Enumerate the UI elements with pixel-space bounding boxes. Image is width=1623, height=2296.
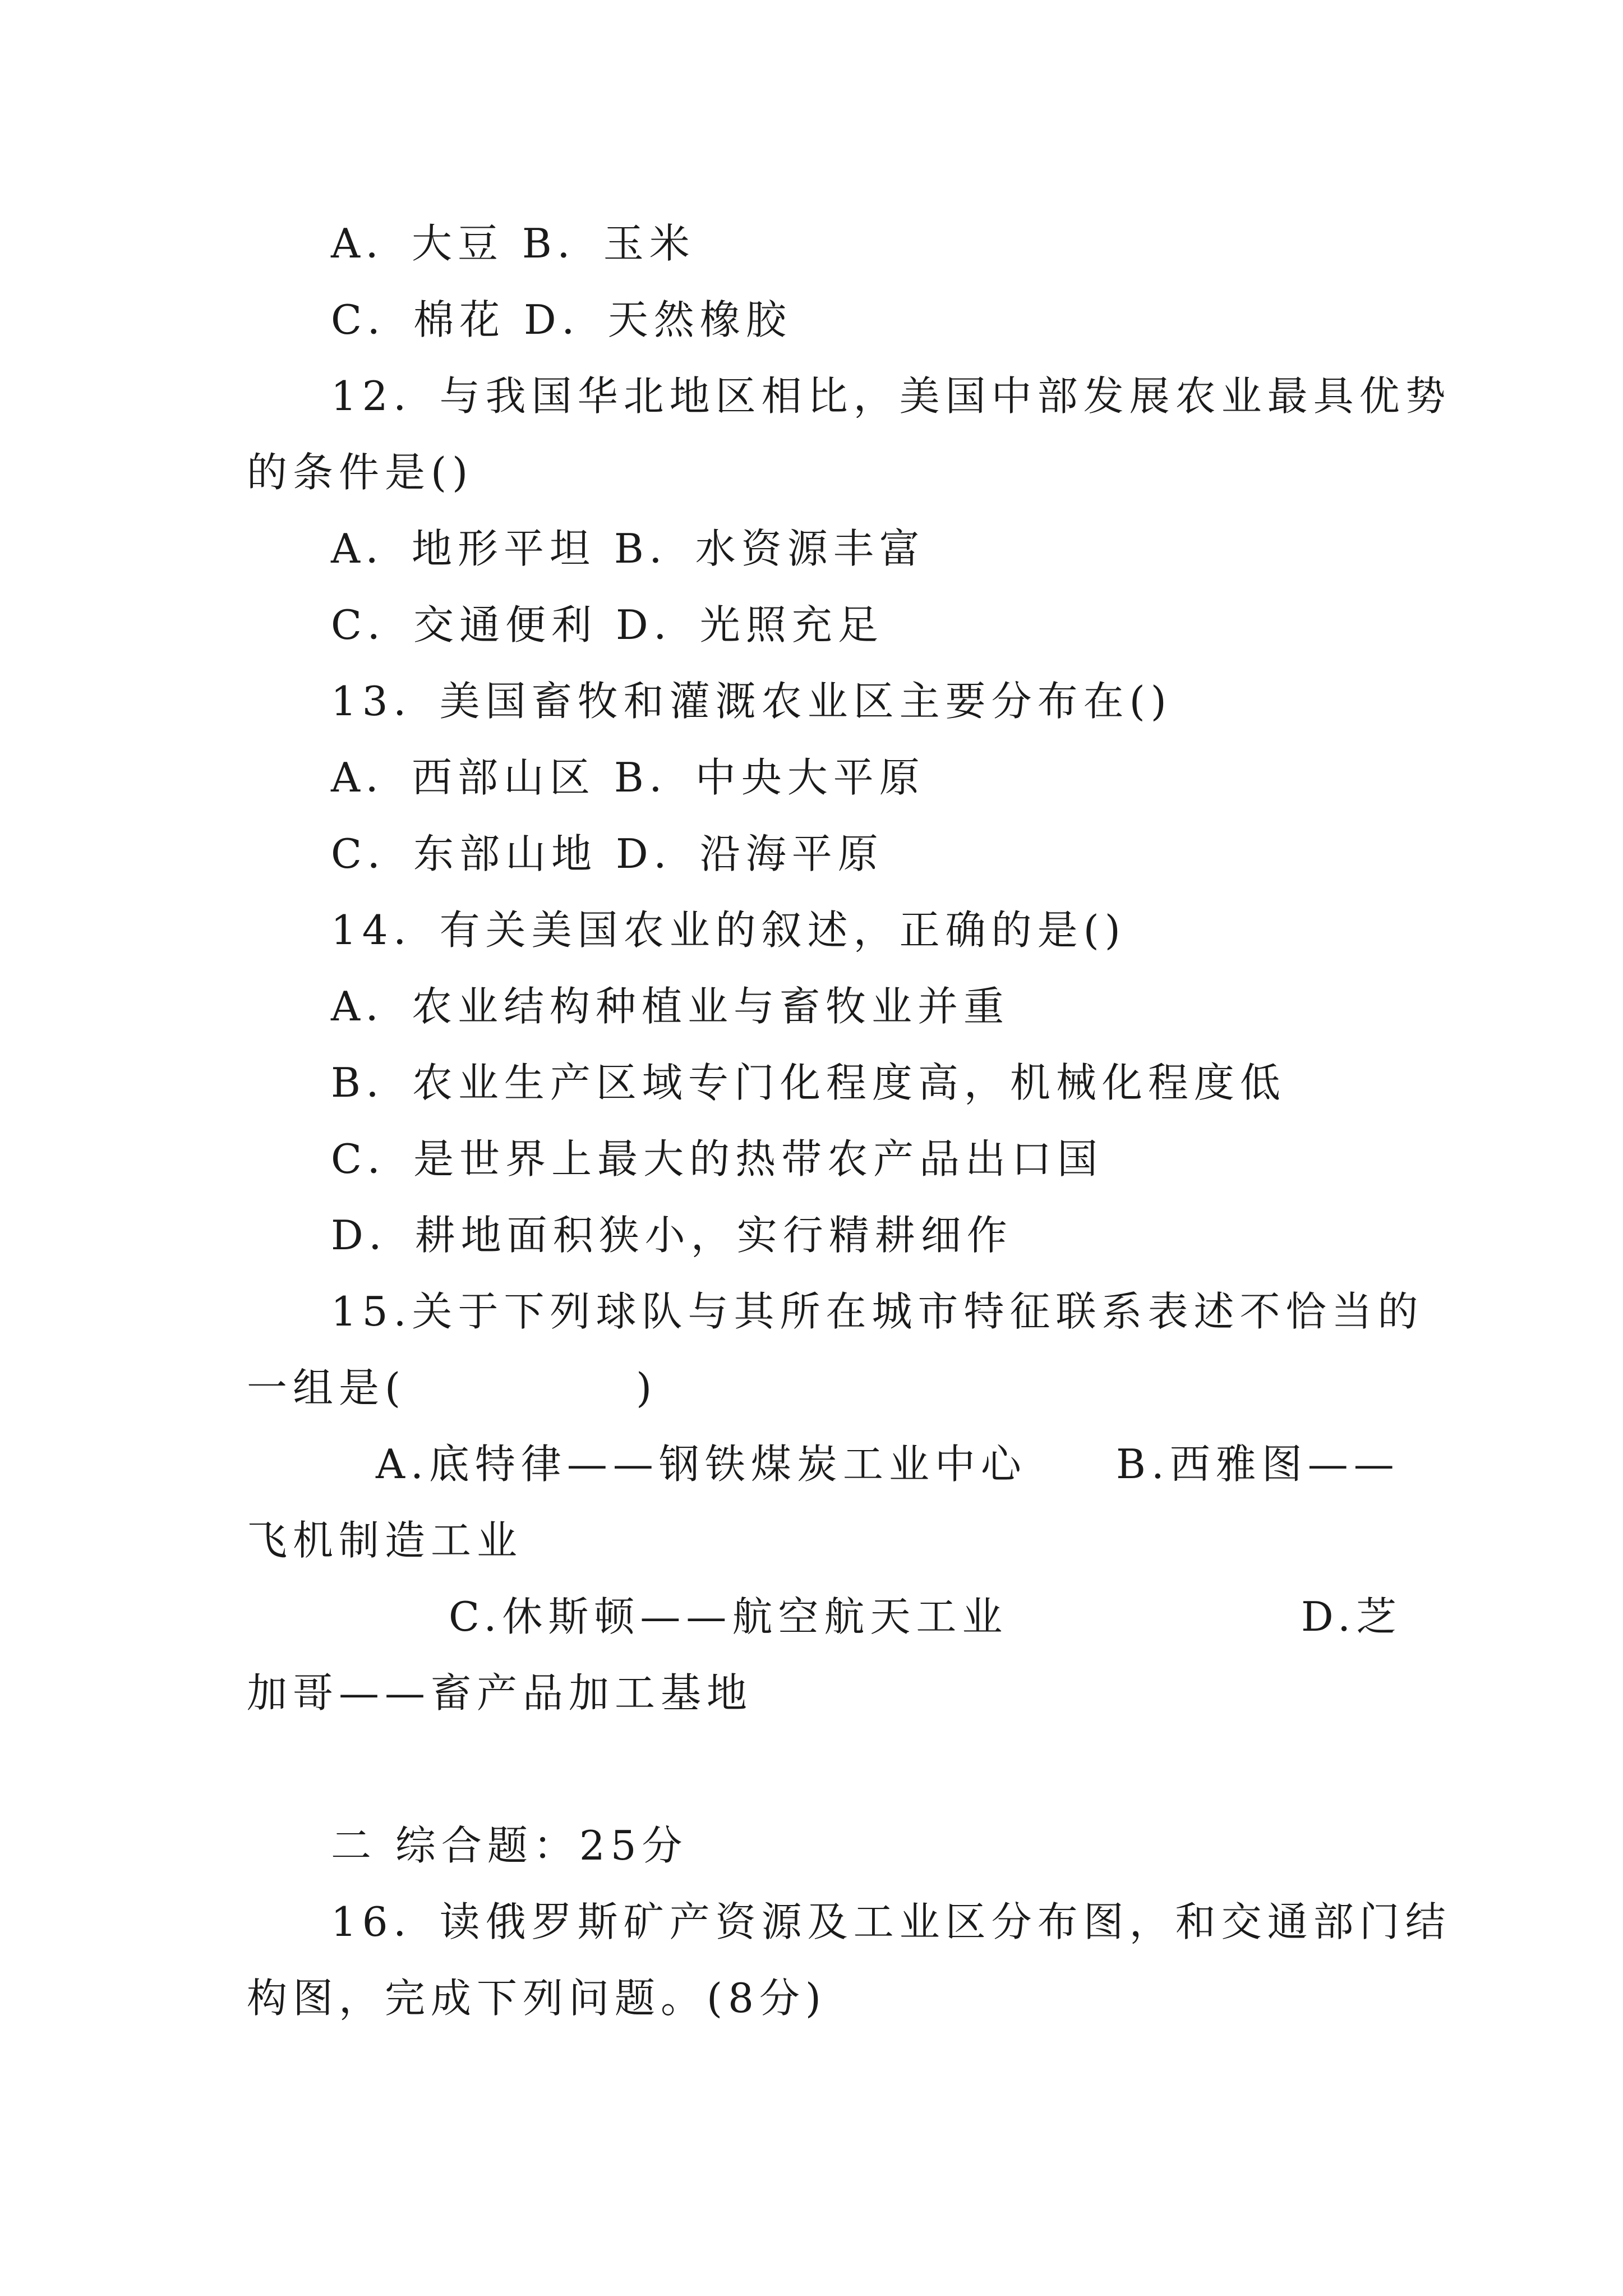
q12-options-cd: C．交通便利 D．光照充足 [331,601,884,648]
q12-stem-line2: 的条件是() [247,449,474,496]
q13-options-ab: A．西部山区 B．中央大平原 [331,754,925,801]
q14-stem: 14．有关美国农业的叙述，正确的是() [331,907,1126,954]
q14-option-a: A．农业结构种植业与畜牧业并重 [331,983,1009,1030]
q12-options-ab: A．地形平坦 B．水资源丰富 [331,525,925,572]
q15-stem-line1: 15.关于下列球队与其所在城市特征联系表述不恰当的 [331,1288,1424,1335]
q14-option-b: B．农业生产区域专门化程度高，机械化程度低 [331,1059,1286,1106]
q15-option-a: A.底特律——钢铁煤炭工业中心 [376,1441,1027,1488]
q15-option-d-continued: 加哥——畜产品加工基地 [247,1669,753,1717]
q14-option-d: D．耕地面积狭小，实行精耕细作 [331,1212,1013,1259]
q15-option-b-continued: 飞机制造工业 [247,1517,523,1564]
q16-stem-line1: 16．读俄罗斯矿产资源及工业区分布图，和交通部门结 [331,1898,1451,1945]
q15-option-d: D.芝 [1301,1593,1403,1640]
q16-stem-line2: 构图，完成下列问题。(8分) [247,1975,827,2022]
q11-options-ab: A．大豆 B．玉米 [331,220,695,267]
q15-stem-line2: 一组是( ) [247,1364,658,1411]
q15-option-b: B.西雅图—— [1116,1441,1400,1488]
q13-stem: 13．美国畜牧和灌溉农业区主要分布在() [331,678,1172,725]
q13-options-cd: C．东部山地 D．沿海平原 [331,830,884,877]
section-2-heading: 二 综合题：25分 [331,1822,688,1869]
q12-stem-line1: 12．与我国华北地区相比，美国中部发展农业最具优势 [331,372,1451,420]
q14-option-c: C．是世界上最大的热带农产品出口国 [331,1135,1104,1182]
q11-options-cd: C．棉花 D．天然橡胶 [331,296,792,343]
q15-option-c: C.休斯顿——航空航天工业 [449,1593,1008,1640]
